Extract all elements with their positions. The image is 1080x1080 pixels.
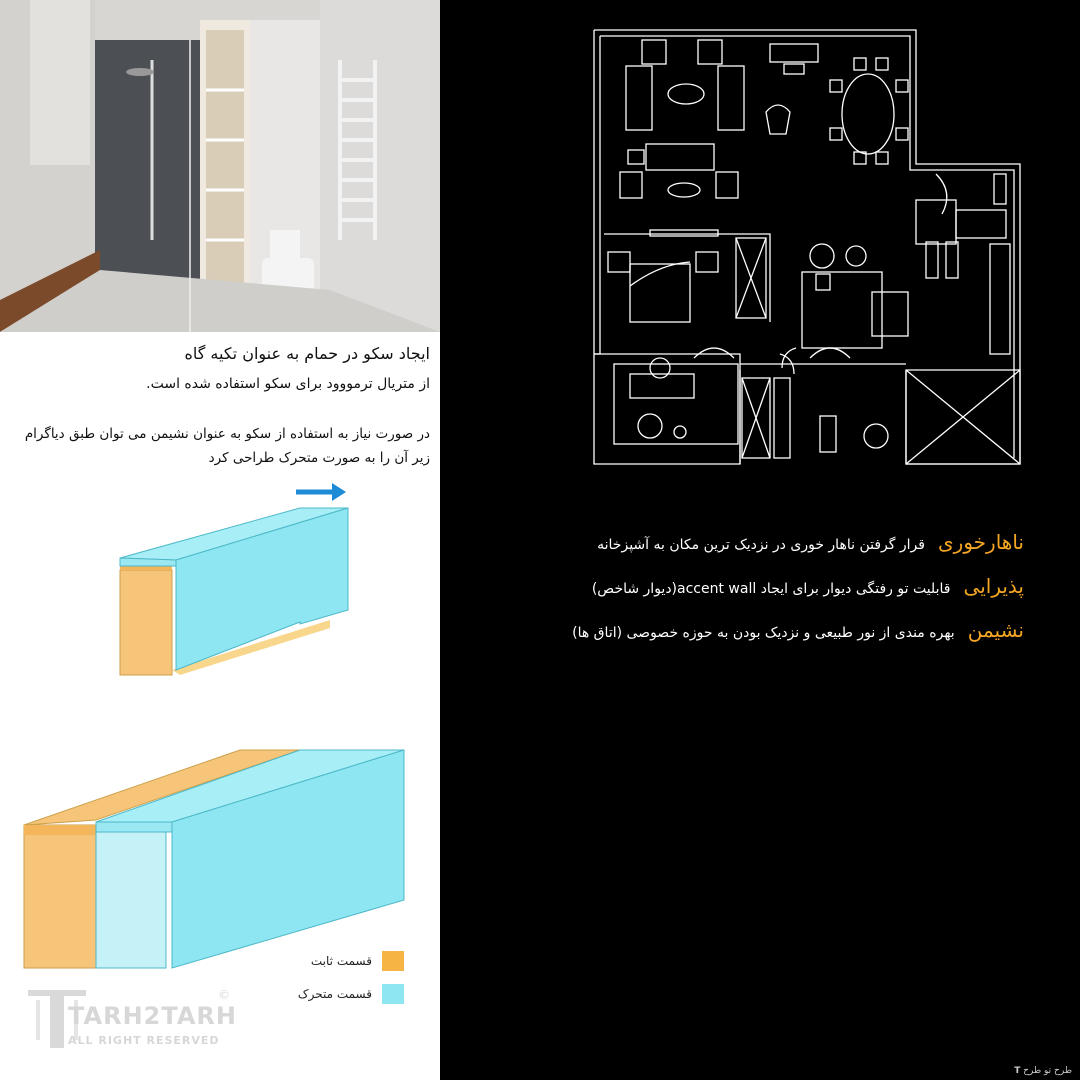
bench-paragraph: [10, 422, 430, 470]
footer-brand: [1014, 1066, 1072, 1076]
logo-main-text: TARH2TARH: [68, 1002, 237, 1030]
bench-paragraph-line2: زیر آن را به صورت متحرک طراحی کرد: [208, 450, 430, 466]
move-direction-arrow-icon: [296, 483, 346, 501]
bathroom-render-image: [0, 0, 440, 332]
logo-copyright: ©: [218, 988, 230, 1002]
legend-label-moving: قسمت متحرک: [297, 987, 372, 1001]
tarh2tarh-logo: [26, 984, 236, 1054]
legend-swatch-fixed: [382, 951, 404, 971]
feature-dining-desc: قرار گرفتن ناهار خوری در نزدیک ترین مکان به آشپزخانه: [597, 537, 925, 553]
feature-reception: [592, 574, 1024, 598]
bench-diagram-extended: [0, 470, 440, 690]
feature-reception-desc: قابلیت تو رفتگی دیوار برای ایجاد accent wall(دیوار شاخص): [591, 581, 951, 597]
bench-subtitle: از متریال ترمووود برای سکو استفاده شده است.: [146, 376, 430, 392]
feature-dining: [597, 530, 1024, 554]
footer-brand-text: طرح تو طرح: [1023, 1066, 1072, 1076]
legend-swatch-moving: [382, 984, 404, 1004]
legend-label-fixed: قسمت ثابت: [310, 954, 372, 968]
floor-plan-drawing: [590, 24, 1030, 474]
feature-dining-name: ناهارخوری: [938, 530, 1024, 554]
right-panel: [440, 0, 1080, 1080]
feature-living: [572, 618, 1024, 642]
logo-sub-text: ALL RIGHT RESERVED: [68, 1034, 220, 1047]
bench-paragraph-line1: در صورت نیاز به استفاده از سکو به عنوان نشیمن می توان طبق دیاگرام: [24, 426, 430, 442]
feature-living-name: نشیمن: [967, 618, 1024, 642]
left-panel: [0, 0, 440, 1080]
footer-logo-icon: T: [1014, 1066, 1021, 1076]
feature-reception-name: پذیرایی: [963, 574, 1024, 598]
bench-title: ایجاد سکو در حمام به عنوان تکیه گاه: [184, 344, 430, 363]
feature-living-desc: بهره مندی از نور طبیعی و نزدیک بودن به حوزه خصوصی (اتاق ها): [572, 625, 955, 641]
bench-diagram-retracted: [0, 740, 440, 980]
